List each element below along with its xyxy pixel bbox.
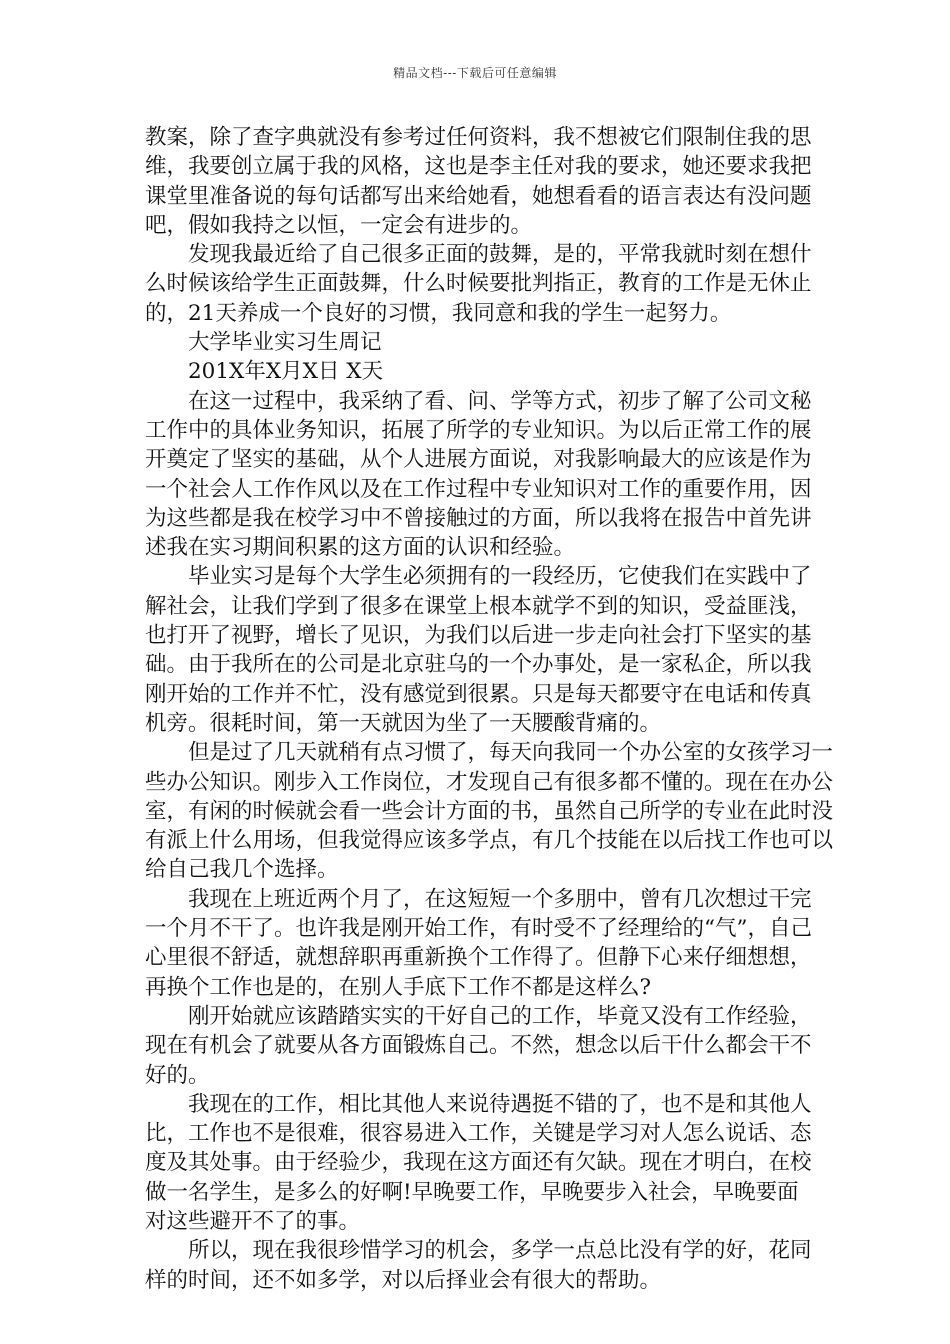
paragraph-2: 发现我最近给了自己很多正面的鼓舞，是的，平常我就时刻在想什么时候该给学生正面鼓舞，什么时候要批判指正，教育的工作是无休止的，21天养成一个良好的习惯，我同意和我的学生一起努力。 (145, 242, 812, 326)
date-line: 201X年X月X日 X天 (188, 359, 384, 385)
paragraph-5: 但是过了几天就稍有点习惯了，每天向我同一个办公室的女孩学习一些办公知识。刚步入工作岗位，才发现自己有很多都不懂的。现在在办公室，有闲的时候就会看一些会计方面的书，虽然自己所学的专业在此时没有派上什么用场，但我觉得应该多学点，有几个技能在以后找工作也可以给自己我几个选择。 (145, 740, 834, 883)
paragraph-1: 教案，除了查字典就没有参考过任何资料，我不想被它们限制住我的思维，我要创立属于我的风格，这也是李主任对我的要求，她还要求我把课堂里准备说的每句话都写出来给她看，她想看看的语言表达有没问题吧，假如我持之以恒，一定会有进步的。 (145, 125, 812, 238)
paragraph-7: 刚开始就应该踏踏实实的干好自己的工作，毕竟又没有工作经验，现在有机会了就要从各方面锻炼自己。不然，想念以后干什么都会干不好的。 (145, 1003, 812, 1088)
paragraph-4: 毕业实习是每个大学生必须拥有的一段经历，它使我们在实践中了解社会，让我们学到了很多在课堂上根本就学不到的知识，受益匪浅，也打开了视野，增长了见识，为我们以后进一步走向社会打下坚实的基础。由于我所在的公司是北京驻乌的一个办事处，是一家私企，所以我刚开始的工作并不忙，没有感觉到很累。只是每天都要守在电话和传真机旁。很耗时间，第一天就因为坐了一天腰酸背痛的。 (145, 564, 812, 736)
paragraph-8: 我现在的工作，相比其他人来说待遇挺不错的了，也不是和其他人比，工作也不是很难，很容易进入工作，关键是学习对人怎么说话、态度及其处事。由于经验少，我现在这方面还有欠缺。现在才明白，在校做一名学生，是多么的好啊!早晚要工作，早晚要步入社会，早晚要面对这些避开不了的事。 (145, 1091, 812, 1234)
paragraph-6: 我现在上班近两个月了，在这短短一个多朋中，曾有几次想过干完一个月不干了。也许我是刚开始工作，有时受不了经理给的“气”，自己心里很不舒适，就想辞职再重新换个工作得了。但静下心来仔细想想，再换个工作也是的，在别人手底下工作不都是这样么? (145, 886, 812, 1000)
paragraph-9: 所以，现在我很珍惜学习的机会，多学一点总比没有学的好，花同样的时间，还不如多学，对以后择业会有很大的帮助。 (145, 1238, 812, 1293)
page-header: 精品文档---下载后可任意编辑 (393, 66, 557, 80)
document-body (145, 123, 834, 1295)
section-title: 大学毕业实习生周记 (188, 330, 382, 356)
paragraph-3: 在这一过程中，我采纳了看、问、学等方式，初步了解了公司文秘工作中的具体业务知识，拓展了所学的专业知识。为以后正常工作的展开奠定了坚实的基础，从个人进展方面说，对我影响最大的应该是作为一个社会人工作作风以及在工作过程中专业知识对工作的重要作用，因为这些都是我在校学习中不曾接触过的方面，所以我将在报告中首先讲述我在实习期间积累的这方面的认识和经验。 (145, 388, 812, 561)
